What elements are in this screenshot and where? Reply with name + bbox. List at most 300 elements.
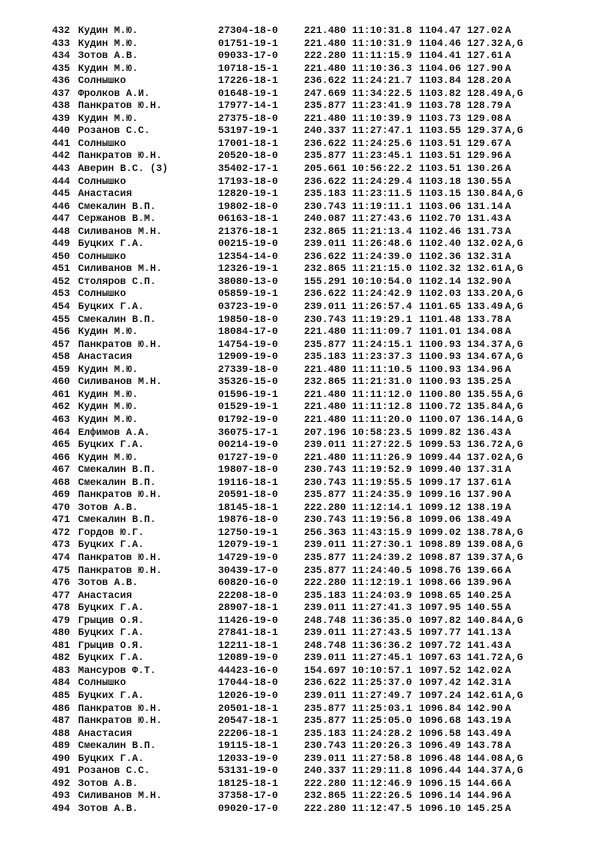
distance-value: 1096.49 [419,741,462,753]
flag-marks: A,G [505,289,524,301]
table-row [52,716,600,729]
flag-marks: A [505,26,512,37]
speed-value: 155.291 [304,276,347,288]
flag-marks: A,G [505,540,524,552]
coefficient-value: 134.67 [467,352,504,364]
distance-value: 1100.72 [419,402,462,414]
flag-marks: A,G [505,766,524,778]
ring-code: 22208-18-0 [218,590,279,602]
row-number: 470 [52,502,71,514]
row-number: 482 [52,653,71,665]
participant-name: Кудин М.Ю. [78,402,139,414]
arrival-time: 11:27:43.5 [352,628,413,640]
table-row [52,76,600,89]
table-row [52,428,600,441]
row-number: 472 [52,527,71,539]
table-row [52,315,600,328]
row-number: 453 [52,289,71,301]
participant-name: Аверин В.С. (3) [78,164,169,176]
table-row [52,101,600,114]
row-number: 475 [52,565,71,577]
row-number: 476 [52,578,71,590]
arrival-time: 11:10:31.9 [352,38,413,50]
ring-code: 19850-18-0 [218,314,279,326]
table-row [52,114,600,127]
row-number: 444 [52,176,71,188]
participant-name: Фролков А.И. [78,88,151,100]
speed-value: 235.877 [304,339,347,351]
flag-marks: A [505,251,512,263]
speed-value: 248.748 [304,615,347,627]
coefficient-value: 136.72 [467,440,504,452]
row-number: 485 [52,690,71,702]
participant-name: Солнышко [78,138,127,150]
participant-name: Анастасия [78,590,133,602]
participant-name: Буцких Г.А. [78,302,145,314]
speed-value: 235.877 [304,490,347,502]
speed-value: 230.743 [304,515,347,527]
coefficient-value: 137.02 [467,452,504,464]
participant-name: Буцких Г.А. [78,239,145,251]
arrival-time: 11:27:49.7 [352,690,413,702]
arrival-time: 11:27:41.3 [352,603,413,615]
ring-code: 12909-19-0 [218,352,279,364]
coefficient-value: 142.90 [467,703,504,715]
ring-code: 12089-19-0 [218,653,279,665]
row-number: 441 [52,138,71,150]
row-number: 440 [52,126,71,138]
table-row [52,804,600,817]
speed-value: 240.337 [304,766,347,778]
speed-value: 221.480 [304,63,347,75]
row-number: 491 [52,766,71,778]
ring-code: 17044-18-0 [218,678,279,690]
table-row [52,302,600,315]
ring-code: 53131-19-0 [218,766,279,778]
flag-marks: A,G [505,352,524,364]
arrival-time: 10:58:23.5 [352,427,413,439]
row-number: 462 [52,402,71,414]
distance-value: 1102.70 [419,214,462,226]
distance-value: 1103.06 [419,201,462,213]
distance-value: 1098.66 [419,578,462,590]
arrival-time: 11:24:40.5 [352,565,413,577]
table-row [52,277,600,290]
speed-value: 239.011 [304,540,347,552]
coefficient-value: 133.78 [467,314,504,326]
flag-marks: A [505,364,512,376]
ring-code: 05859-19-1 [218,289,279,301]
table-row [52,377,600,390]
table-row [52,653,600,666]
participant-name: Силиванов М.Н. [78,377,163,389]
coefficient-value: 133.20 [467,289,504,301]
flag-marks: A [505,791,512,803]
table-row [52,465,600,478]
distance-value: 1098.89 [419,540,462,552]
distance-value: 1100.93 [419,352,462,364]
table-row [52,415,600,428]
flag-marks: A,G [505,527,524,539]
flag-marks: A [505,477,512,489]
row-number: 490 [52,753,71,765]
flag-marks: A [505,51,512,63]
flag-marks: A [505,465,512,477]
table-row [52,289,600,302]
distance-value: 1097.95 [419,603,462,615]
row-number: 451 [52,264,71,276]
ring-code: 21376-18-1 [218,226,279,238]
distance-value: 1103.51 [419,138,462,150]
speed-value: 221.480 [304,414,347,426]
arrival-time: 11:19:29.1 [352,314,413,326]
coefficient-value: 132.90 [467,276,504,288]
ring-code: 19115-18-1 [218,741,279,753]
ring-code: 09033-17-0 [218,51,279,63]
row-number: 458 [52,352,71,364]
flag-marks: A,G [505,440,524,452]
coefficient-value: 140.55 [467,603,504,615]
speed-value: 256.363 [304,527,347,539]
ring-code: 53197-19-1 [218,126,279,138]
ring-code: 19807-18-0 [218,465,279,477]
row-number: 436 [52,76,71,88]
flag-marks: A [505,63,512,75]
results-table [52,26,600,816]
table-row [52,616,600,629]
speed-value: 221.480 [304,38,347,50]
ring-code: 27339-18-0 [218,364,279,376]
coefficient-value: 144.37 [467,766,504,778]
participant-name: Смекалин В.П. [78,741,157,753]
table-row [52,327,600,340]
coefficient-value: 127.02 [467,26,504,37]
speed-value: 239.011 [304,690,347,702]
distance-value: 1102.40 [419,239,462,251]
arrival-time: 11:24:39.0 [352,251,413,263]
coefficient-value: 127.90 [467,63,504,75]
table-row [52,540,600,553]
speed-value: 247.669 [304,88,347,100]
ring-code: 27375-18-0 [218,113,279,125]
coefficient-value: 129.37 [467,126,504,138]
arrival-time: 11:25:37.0 [352,678,413,690]
distance-value: 1097.52 [419,665,462,677]
ring-code: 27841-18-1 [218,628,279,640]
distance-value: 1097.24 [419,690,462,702]
flag-marks: A [505,151,512,163]
participant-name: Буцких Г.А. [78,603,145,615]
row-number: 494 [52,803,71,815]
arrival-time: 11:27:58.8 [352,753,413,765]
flag-marks: A [505,138,512,150]
flag-marks: A [505,214,512,226]
row-number: 466 [52,452,71,464]
speed-value: 205.661 [304,164,347,176]
participant-name: Смекалин В.П. [78,465,157,477]
participant-name: Буцких Г.А. [78,753,145,765]
coefficient-value: 128.49 [467,88,504,100]
table-row [52,352,600,365]
participant-name: Мансуров Ф.Т. [78,665,157,677]
arrival-time: 11:27:22.5 [352,440,413,452]
row-number: 456 [52,327,71,339]
distance-value: 1102.36 [419,251,462,263]
speed-value: 248.748 [304,640,347,652]
flag-marks: A [505,590,512,602]
arrival-time: 11:10:39.9 [352,113,413,125]
distance-value: 1096.10 [419,803,462,815]
ring-code: 17977-14-1 [218,101,279,113]
arrival-time: 11:21:15.0 [352,264,413,276]
coefficient-value: 138.78 [467,527,504,539]
participant-name: Кудин М.Ю. [78,452,139,464]
arrival-time: 11:34:22.5 [352,88,413,100]
row-number: 452 [52,276,71,288]
table-row [52,151,600,164]
row-number: 471 [52,515,71,527]
coefficient-value: 137.90 [467,490,504,502]
distance-value: 1096.15 [419,778,462,790]
distance-value: 1101.01 [419,327,462,339]
table-row [52,202,600,215]
speed-value: 232.865 [304,791,347,803]
distance-value: 1100.93 [419,377,462,389]
row-number: 463 [52,414,71,426]
speed-value: 239.011 [304,302,347,314]
ring-code: 12033-19-0 [218,753,279,765]
table-row [52,528,600,541]
row-number: 468 [52,477,71,489]
distance-value: 1100.93 [419,339,462,351]
arrival-time: 11:24:28.2 [352,728,413,740]
flag-marks: A [505,164,512,176]
distance-value: 1101.48 [419,314,462,326]
speed-value: 239.011 [304,753,347,765]
row-number: 448 [52,226,71,238]
speed-value: 230.743 [304,741,347,753]
participant-name: Панкратов Ю.Н. [78,101,163,113]
coefficient-value: 143.19 [467,716,504,728]
speed-value: 235.877 [304,716,347,728]
participant-name: Кудин М.Ю. [78,63,139,75]
flag-marks: A [505,640,512,652]
distance-value: 1099.17 [419,477,462,489]
row-number: 483 [52,665,71,677]
speed-value: 221.480 [304,327,347,339]
row-number: 459 [52,364,71,376]
distance-value: 1097.63 [419,653,462,665]
coefficient-value: 142.31 [467,678,504,690]
table-row [52,490,600,503]
arrival-time: 11:29:11.8 [352,766,413,778]
distance-value: 1100.93 [419,364,462,376]
participant-name: Буцких Г.А. [78,440,145,452]
table-row [52,628,600,641]
coefficient-value: 139.66 [467,565,504,577]
participant-name: Солнышко [78,76,127,88]
table-row [52,189,600,202]
table-row [52,440,600,453]
participant-name: Буцких Г.А. [78,540,145,552]
participant-name: Елфимов А.А. [78,427,151,439]
flag-marks: A,G [505,88,524,100]
arrival-time: 11:19:11.1 [352,201,413,213]
ring-code: 01648-19-1 [218,88,279,100]
row-number: 489 [52,741,71,753]
row-number: 445 [52,189,71,201]
arrival-time: 11:27:43.6 [352,214,413,226]
coefficient-value: 135.84 [467,402,504,414]
flag-marks: A [505,728,512,740]
speed-value: 235.877 [304,552,347,564]
participant-name: Буцких Г.А. [78,653,145,665]
table-row [52,89,600,102]
table-row [52,729,600,742]
arrival-time: 11:24:25.6 [352,138,413,150]
coefficient-value: 137.31 [467,465,504,477]
ring-code: 14754-19-0 [218,339,279,351]
ring-code: 12026-19-0 [218,690,279,702]
arrival-time: 11:23:45.1 [352,151,413,163]
ring-code: 20501-18-1 [218,703,279,715]
coefficient-value: 135.55 [467,389,504,401]
flag-marks: A [505,276,512,288]
coefficient-value: 129.67 [467,138,504,150]
row-number: 487 [52,716,71,728]
flag-marks: A [505,703,512,715]
distance-value: 1099.12 [419,502,462,514]
flag-marks: A,G [505,452,524,464]
participant-name: Солнышко [78,289,127,301]
speed-value: 235.183 [304,728,347,740]
coefficient-value: 131.73 [467,226,504,238]
arrival-time: 11:11:26.9 [352,452,413,464]
flag-marks: A [505,678,512,690]
speed-value: 236.622 [304,251,347,263]
table-row [52,503,600,516]
ring-code: 12354-14-0 [218,251,279,263]
speed-value: 239.011 [304,653,347,665]
row-number: 439 [52,113,71,125]
speed-value: 235.877 [304,101,347,113]
participant-name: Зотов А.В. [78,502,139,514]
participant-name: Смекалин В.П. [78,477,157,489]
coefficient-value: 132.61 [467,264,504,276]
speed-value: 222.280 [304,51,347,63]
arrival-time: 11:11:10.5 [352,364,413,376]
row-number: 434 [52,51,71,63]
speed-value: 239.011 [304,239,347,251]
row-number: 465 [52,440,71,452]
coefficient-value: 130.55 [467,176,504,188]
flag-marks: A [505,578,512,590]
coefficient-value: 131.14 [467,201,504,213]
distance-value: 1096.48 [419,753,462,765]
table-row [52,515,600,528]
participant-name: Кудин М.Ю. [78,364,139,376]
participant-name: Зотов А.В. [78,803,139,815]
coefficient-value: 132.31 [467,251,504,263]
ring-code: 17001-18-1 [218,138,279,150]
distance-value: 1100.80 [419,389,462,401]
participant-name: Панкратов Ю.Н. [78,151,163,163]
arrival-time: 10:56:22.2 [352,164,413,176]
distance-value: 1103.82 [419,88,462,100]
table-row [52,553,600,566]
speed-value: 235.183 [304,352,347,364]
ring-code: 12750-19-1 [218,527,279,539]
distance-value: 1097.72 [419,640,462,652]
participant-name: Силиванов М.Н. [78,226,163,238]
row-number: 480 [52,628,71,640]
row-number: 455 [52,314,71,326]
arrival-time: 11:11:09.7 [352,327,413,339]
flag-marks: A [505,176,512,188]
distance-value: 1103.15 [419,189,462,201]
coefficient-value: 144.96 [467,791,504,803]
row-number: 461 [52,389,71,401]
ring-code: 17193-18-0 [218,176,279,188]
ring-code: 20547-18-1 [218,716,279,728]
table-row [52,214,600,227]
table-row [52,365,600,378]
distance-value: 1101.65 [419,302,462,314]
table-row [52,678,600,691]
arrival-time: 11:23:41.9 [352,101,413,113]
coefficient-value: 128.20 [467,76,504,88]
distance-value: 1096.14 [419,791,462,803]
speed-value: 235.877 [304,151,347,163]
participant-name: Гордов Ю.Г. [78,527,145,539]
ring-code: 12820-19-1 [218,189,279,201]
row-number: 450 [52,251,71,263]
row-number: 478 [52,603,71,615]
arrival-time: 11:24:39.2 [352,552,413,564]
participant-name: Панкратов Ю.Н. [78,716,163,728]
arrival-time: 11:20:26.3 [352,741,413,753]
speed-value: 222.280 [304,578,347,590]
flag-marks: A,G [505,552,524,564]
coefficient-value: 132.02 [467,239,504,251]
arrival-time: 11:24:15.1 [352,339,413,351]
ring-code: 19116-18-1 [218,477,279,489]
participant-name: Столяров С.П. [78,276,157,288]
coefficient-value: 137.61 [467,477,504,489]
participant-name: Солнышко [78,176,127,188]
ring-code: 01792-19-0 [218,414,279,426]
ring-code: 35402-17-1 [218,164,279,176]
speed-value: 230.743 [304,477,347,489]
table-row [52,51,600,64]
ring-code: 01727-19-0 [218,452,279,464]
table-row [52,139,600,152]
row-number: 447 [52,214,71,226]
table-row [52,39,600,52]
flag-marks: A [505,226,512,238]
speed-value: 235.183 [304,590,347,602]
arrival-time: 11:11:20.0 [352,414,413,426]
row-number: 437 [52,88,71,100]
ring-code: 20591-18-0 [218,490,279,502]
ring-code: 01751-19-1 [218,38,279,50]
speed-value: 221.480 [304,364,347,376]
arrival-time: 10:10:57.1 [352,665,413,677]
table-row [52,64,600,77]
arrival-time: 11:11:12.0 [352,389,413,401]
table-row [52,779,600,792]
speed-value: 239.011 [304,628,347,640]
